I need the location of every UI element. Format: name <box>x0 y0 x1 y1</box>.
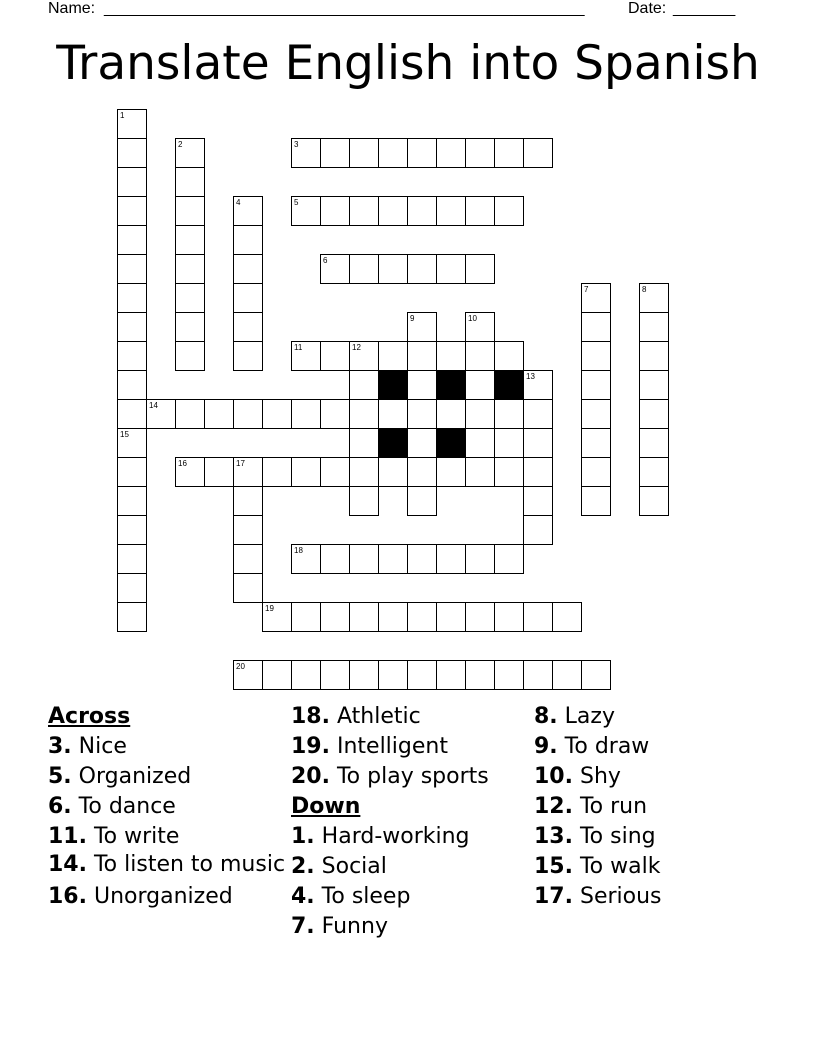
grid-cell[interactable] <box>117 225 147 255</box>
grid-cell[interactable] <box>175 196 205 226</box>
grid-cell[interactable] <box>639 428 669 458</box>
clue-item-text: Shy <box>572 764 621 789</box>
clue-item <box>291 762 531 792</box>
clue-item-number: 5. <box>48 764 72 789</box>
grid-cell[interactable] <box>378 196 408 226</box>
grid-cell[interactable] <box>349 138 379 168</box>
grid-cell[interactable] <box>117 196 147 226</box>
clue-item <box>291 732 531 762</box>
grid-cell[interactable] <box>639 486 669 516</box>
grid-cell[interactable] <box>378 660 408 690</box>
clue-item-text: Organized <box>71 764 192 789</box>
clue-item-number: 19. <box>291 734 330 759</box>
grid-cell[interactable] <box>581 660 611 690</box>
clue-item-text: To run <box>572 794 648 819</box>
grid-cell[interactable] <box>175 254 205 284</box>
clue-number: 1 <box>120 111 125 120</box>
grid-cell[interactable] <box>291 399 321 429</box>
clue-number: 8 <box>642 285 647 294</box>
grid-cell[interactable] <box>117 312 147 342</box>
grid-cell[interactable] <box>233 225 263 255</box>
clue-number: 4 <box>236 198 241 207</box>
grid-cell[interactable] <box>581 341 611 371</box>
grid-cell[interactable] <box>117 515 147 545</box>
grid-cell[interactable] <box>175 225 205 255</box>
grid-cell[interactable] <box>639 457 669 487</box>
grid-cell[interactable] <box>117 341 147 371</box>
grid-cell[interactable] <box>117 138 147 168</box>
down-heading: Down <box>291 794 361 819</box>
clue-item <box>534 762 774 792</box>
date-field-line: _______ <box>673 0 736 17</box>
grid-cell[interactable] <box>494 341 524 371</box>
grid-cell[interactable] <box>320 660 350 690</box>
grid-cell[interactable] <box>436 196 466 226</box>
grid-cell[interactable] <box>117 544 147 574</box>
grid-cell[interactable] <box>175 283 205 313</box>
grid-cell[interactable] <box>407 660 437 690</box>
clue-item-text: Social <box>314 854 387 879</box>
clue-column-1 <box>48 702 288 912</box>
black-square <box>494 370 524 400</box>
grid-cell[interactable] <box>378 138 408 168</box>
across-clue-list-continued <box>291 702 531 792</box>
grid-cell[interactable] <box>291 457 321 487</box>
clue-item-text: Unorganized <box>86 884 233 909</box>
grid-cell[interactable] <box>320 544 350 574</box>
clue-item-number: 14. <box>48 852 87 877</box>
grid-cell[interactable] <box>204 399 234 429</box>
black-square <box>378 428 408 458</box>
clue-item-text: Serious <box>572 884 662 909</box>
clue-item-number: 7. <box>291 914 315 939</box>
grid-cell[interactable] <box>233 341 263 371</box>
grid-cell[interactable] <box>494 196 524 226</box>
grid-cell[interactable] <box>465 457 495 487</box>
grid-cell[interactable] <box>465 399 495 429</box>
clue-number: 15 <box>120 430 129 439</box>
grid-cell[interactable] <box>523 602 553 632</box>
grid-cell[interactable] <box>465 254 495 284</box>
grid-cell[interactable] <box>581 399 611 429</box>
grid-cell[interactable] <box>494 457 524 487</box>
grid-cell[interactable] <box>465 544 495 574</box>
clue-item <box>534 852 774 882</box>
grid-cell[interactable] <box>175 341 205 371</box>
grid-cell[interactable] <box>639 399 669 429</box>
clue-item-number: 15. <box>534 854 573 879</box>
grid-cell[interactable] <box>320 196 350 226</box>
grid-cell[interactable] <box>407 370 437 400</box>
clue-item-number: 2. <box>291 854 315 879</box>
grid-cell[interactable] <box>320 399 350 429</box>
grid-cell[interactable] <box>407 341 437 371</box>
grid-cell[interactable] <box>407 602 437 632</box>
across-heading: Across <box>48 704 131 729</box>
page-title: Translate English into Spanish <box>56 36 760 91</box>
clue-item <box>534 702 774 732</box>
clue-item <box>534 792 774 822</box>
grid-cell[interactable] <box>320 457 350 487</box>
clue-item-number: 9. <box>534 734 558 759</box>
clue-item-number: 13. <box>534 824 573 849</box>
clue-item-text: To play sports <box>329 764 489 789</box>
clue-number: 3 <box>294 140 299 149</box>
clue-item-number: 11. <box>48 824 87 849</box>
grid-cell[interactable] <box>320 602 350 632</box>
grid-cell[interactable] <box>639 370 669 400</box>
grid-cell[interactable] <box>349 254 379 284</box>
clue-item <box>48 762 288 792</box>
grid-cell[interactable] <box>349 544 379 574</box>
grid-cell[interactable] <box>494 399 524 429</box>
grid-cell[interactable] <box>117 254 147 284</box>
grid-cell[interactable] <box>465 660 495 690</box>
grid-cell[interactable] <box>436 544 466 574</box>
clue-number: 11 <box>294 343 303 352</box>
grid-cell[interactable] <box>117 602 147 632</box>
grid-cell[interactable] <box>407 486 437 516</box>
grid-cell[interactable] <box>407 428 437 458</box>
grid-cell[interactable] <box>523 457 553 487</box>
grid-cell[interactable] <box>552 660 582 690</box>
date-label: Date: <box>628 0 667 17</box>
grid-cell[interactable] <box>465 196 495 226</box>
grid-cell[interactable] <box>320 341 350 371</box>
grid-cell[interactable] <box>436 660 466 690</box>
clue-item-number: 18. <box>291 704 330 729</box>
grid-cell[interactable] <box>117 573 147 603</box>
clue-item-number: 16. <box>48 884 87 909</box>
grid-cell[interactable] <box>291 660 321 690</box>
grid-cell[interactable] <box>523 486 553 516</box>
grid-cell[interactable] <box>639 341 669 371</box>
clue-number: 9 <box>410 314 415 323</box>
clue-number: 5 <box>294 198 299 207</box>
clue-item-text: To write <box>86 824 180 849</box>
grid-cell[interactable] <box>117 486 147 516</box>
grid-cell[interactable] <box>494 660 524 690</box>
grid-cell[interactable] <box>465 370 495 400</box>
grid-cell[interactable] <box>523 660 553 690</box>
clue-item <box>291 702 531 732</box>
grid-cell[interactable] <box>175 312 205 342</box>
grid-cell[interactable] <box>233 312 263 342</box>
clue-column-2 <box>291 702 531 942</box>
grid-cell[interactable] <box>378 457 408 487</box>
clue-number: 14 <box>149 401 158 410</box>
grid-cell[interactable] <box>436 138 466 168</box>
clue-item-text: To dance <box>71 794 176 819</box>
grid-cell[interactable] <box>436 602 466 632</box>
grid-cell[interactable] <box>639 312 669 342</box>
clue-item <box>291 822 531 852</box>
clue-item <box>48 792 288 822</box>
clue-item <box>534 822 774 852</box>
grid-cell[interactable] <box>233 399 263 429</box>
down-clue-list-continued <box>534 702 774 912</box>
grid-cell[interactable] <box>233 283 263 313</box>
grid-cell[interactable] <box>378 544 408 574</box>
grid-cell[interactable] <box>465 428 495 458</box>
grid-cell[interactable] <box>378 399 408 429</box>
grid-cell[interactable] <box>233 486 263 516</box>
grid-cell[interactable] <box>233 573 263 603</box>
grid-cell[interactable] <box>523 138 553 168</box>
grid-cell[interactable] <box>349 660 379 690</box>
grid-cell[interactable] <box>436 341 466 371</box>
clue-number: 20 <box>236 662 245 671</box>
clue-number: 7 <box>584 285 589 294</box>
clue-number: 16 <box>178 459 187 468</box>
grid-cell[interactable] <box>494 602 524 632</box>
clue-item-number: 1. <box>291 824 315 849</box>
clue-item <box>291 912 531 942</box>
grid-cell[interactable] <box>523 428 553 458</box>
grid-cell[interactable] <box>117 457 147 487</box>
grid-cell[interactable] <box>175 399 205 429</box>
grid-cell[interactable] <box>175 167 205 197</box>
grid-cell[interactable] <box>581 370 611 400</box>
grid-cell[interactable] <box>378 602 408 632</box>
clue-number: 12 <box>352 343 361 352</box>
grid-cell[interactable] <box>407 254 437 284</box>
grid-cell[interactable] <box>262 399 292 429</box>
grid-cell[interactable] <box>494 138 524 168</box>
clue-item-number: 3. <box>48 734 72 759</box>
clue-item-number: 8. <box>534 704 558 729</box>
grid-cell[interactable] <box>407 138 437 168</box>
clue-item <box>534 882 774 912</box>
clue-item-number: 20. <box>291 764 330 789</box>
grid-cell[interactable] <box>117 370 147 400</box>
clue-number: 6 <box>323 256 328 265</box>
grid-cell[interactable] <box>117 399 147 429</box>
clue-item <box>48 822 288 852</box>
grid-cell[interactable] <box>349 457 379 487</box>
grid-cell[interactable] <box>436 457 466 487</box>
clue-item <box>48 732 288 762</box>
grid-cell[interactable] <box>407 457 437 487</box>
clue-item <box>48 882 288 912</box>
clue-column-3 <box>534 702 774 912</box>
grid-cell[interactable] <box>407 399 437 429</box>
clue-number: 13 <box>526 372 535 381</box>
grid-cell[interactable] <box>581 428 611 458</box>
clue-number: 17 <box>236 459 245 468</box>
clue-number: 10 <box>468 314 477 323</box>
black-square <box>436 370 466 400</box>
clue-item-text: Athletic <box>329 704 421 729</box>
clue-item-text: Lazy <box>557 704 615 729</box>
clue-number: 2 <box>178 140 183 149</box>
clue-number: 18 <box>294 546 303 555</box>
clue-item-text: To sleep <box>314 884 411 909</box>
grid-cell[interactable] <box>552 602 582 632</box>
grid-cell[interactable] <box>407 196 437 226</box>
name-field-line: ______________________________________________________ <box>104 0 585 17</box>
grid-cell[interactable] <box>320 138 350 168</box>
clue-number: 19 <box>265 604 274 613</box>
clue-item-text: To sing <box>572 824 656 849</box>
grid-cell[interactable] <box>291 602 321 632</box>
grid-cell[interactable] <box>233 515 263 545</box>
clue-item-number: 10. <box>534 764 573 789</box>
grid-cell[interactable] <box>349 486 379 516</box>
grid-cell[interactable] <box>581 312 611 342</box>
clue-item-number: 6. <box>48 794 72 819</box>
clue-item-text: Nice <box>71 734 127 759</box>
grid-cell[interactable] <box>465 138 495 168</box>
grid-cell[interactable] <box>262 457 292 487</box>
grid-cell[interactable] <box>262 660 292 690</box>
grid-cell[interactable] <box>349 602 379 632</box>
grid-cell[interactable] <box>436 254 466 284</box>
clue-item <box>48 852 288 878</box>
down-clue-list <box>291 822 531 942</box>
grid-cell[interactable] <box>233 544 263 574</box>
black-square <box>436 428 466 458</box>
grid-cell[interactable] <box>465 341 495 371</box>
clue-item <box>291 852 531 882</box>
clue-item-text: To walk <box>572 854 661 879</box>
grid-cell[interactable] <box>523 515 553 545</box>
clue-item-text: To draw <box>557 734 650 759</box>
grid-cell[interactable] <box>117 167 147 197</box>
clue-item <box>291 882 531 912</box>
grid-cell[interactable] <box>117 283 147 313</box>
grid-cell[interactable] <box>349 196 379 226</box>
clue-item-text: Funny <box>314 914 388 939</box>
grid-cell[interactable] <box>378 254 408 284</box>
grid-cell[interactable] <box>349 399 379 429</box>
grid-cell[interactable] <box>378 341 408 371</box>
clue-item-number: 4. <box>291 884 315 909</box>
grid-cell[interactable] <box>233 254 263 284</box>
grid-cell[interactable] <box>581 457 611 487</box>
grid-cell[interactable] <box>204 457 234 487</box>
clue-item-number: 12. <box>534 794 573 819</box>
clue-item-text: Hard-working <box>314 824 470 849</box>
grid-cell[interactable] <box>407 544 437 574</box>
grid-cell[interactable] <box>523 399 553 429</box>
grid-cell[interactable] <box>349 428 379 458</box>
clue-item-number: 17. <box>534 884 573 909</box>
name-label: Name: <box>48 0 96 17</box>
grid-cell[interactable] <box>581 486 611 516</box>
across-clue-list <box>48 732 288 912</box>
clue-item <box>534 732 774 762</box>
clue-item-text: To listen to music <box>86 852 286 877</box>
clue-item-text: Intelligent <box>329 734 448 759</box>
grid-cell[interactable] <box>465 602 495 632</box>
black-square <box>378 370 408 400</box>
grid-cell[interactable] <box>494 544 524 574</box>
grid-cell[interactable] <box>349 370 379 400</box>
grid-cell[interactable] <box>436 399 466 429</box>
